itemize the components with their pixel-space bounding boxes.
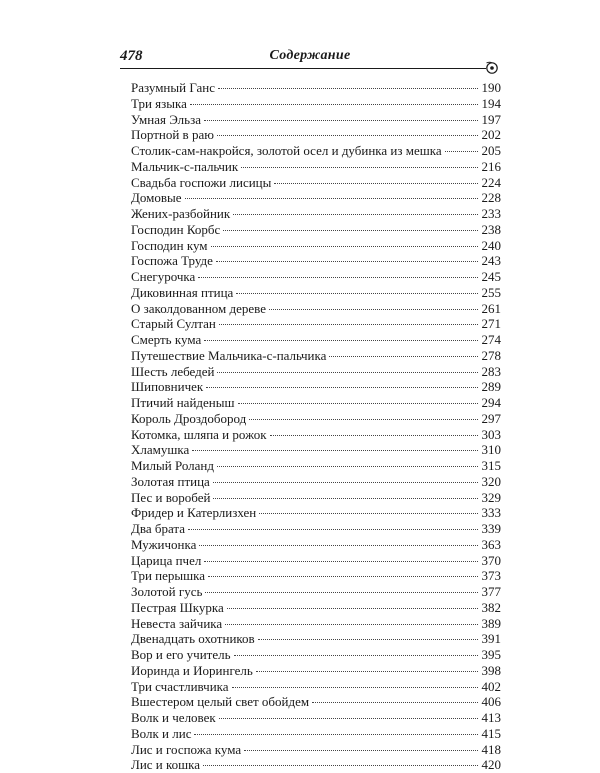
toc-entry-title: Три языка — [131, 95, 187, 111]
ornament-icon — [484, 60, 500, 76]
toc-entry-title: Диковинная птица — [131, 284, 234, 300]
dot-leader — [445, 151, 478, 152]
toc-entry-title: Иоринда и Иорингель — [131, 662, 253, 678]
toc-entry-title: Король Дроздобород — [131, 410, 247, 426]
toc-entry-title: Волк и лис — [131, 725, 192, 741]
toc-entry — [131, 458, 501, 474]
toc-entry — [131, 757, 501, 773]
toc-entry — [131, 679, 501, 695]
toc-entry — [131, 253, 501, 269]
dot-leader — [269, 309, 478, 310]
toc-entry-title: Мужичонка — [131, 536, 197, 552]
toc-entry — [131, 238, 501, 254]
toc-entry — [131, 537, 501, 553]
toc-entry-page: 382 — [481, 599, 501, 615]
toc-entry-page: 297 — [481, 410, 501, 426]
dot-leader — [203, 765, 477, 766]
toc-entry-page: 238 — [481, 221, 501, 237]
toc-entry-title: Шесть лебедей — [131, 363, 215, 379]
toc-entry-page: 315 — [481, 458, 501, 473]
toc-entry — [131, 80, 501, 96]
page-number: 478 — [120, 48, 143, 64]
toc-entry — [131, 332, 501, 348]
toc-entry — [131, 490, 501, 506]
toc-entry-title: Господин кум — [131, 237, 208, 253]
toc-entry-title: Домовые — [131, 190, 182, 206]
toc-entry-title: Милый Роланд — [131, 458, 215, 473]
toc-entry-title: Фридер и Катерлизхен — [131, 505, 257, 521]
toc-entry-title: Три счастливчика — [131, 678, 229, 694]
toc-entry — [131, 285, 501, 301]
dot-leader — [213, 498, 477, 499]
toc-entry-title: Свадьба госпожи лисицы — [131, 174, 272, 190]
dot-leader — [204, 120, 478, 121]
table-of-contents — [131, 80, 501, 773]
toc-entry — [131, 379, 501, 395]
toc-entry-page: 190 — [481, 80, 501, 95]
toc-entry — [131, 269, 501, 285]
toc-entry — [131, 395, 501, 411]
toc-entry-title: Золотой гусь — [131, 584, 203, 599]
toc-entry-title: Двенадцать охотников — [131, 631, 255, 647]
toc-entry — [131, 521, 501, 537]
toc-entry-page: 395 — [481, 647, 501, 662]
toc-entry — [131, 427, 501, 443]
toc-entry — [131, 159, 501, 175]
toc-entry — [131, 190, 501, 206]
toc-entry-title: Котомка, шляпа и рожок — [131, 426, 267, 442]
dot-leader — [188, 529, 477, 530]
toc-entry-title: Мальчик-с-пальчик — [131, 158, 239, 174]
toc-entry-page: 294 — [481, 395, 501, 410]
toc-entry-title: Птичий найденыш — [131, 395, 235, 410]
dot-leader — [233, 214, 477, 215]
toc-entry-title: Хламушка — [131, 442, 190, 458]
toc-entry — [131, 206, 501, 222]
dot-leader — [234, 655, 478, 656]
toc-entry — [131, 127, 501, 143]
toc-entry-title: Разумный Ганс — [131, 80, 216, 95]
toc-entry-page: 406 — [481, 694, 501, 710]
dot-leader — [211, 246, 478, 247]
toc-entry-page: 216 — [481, 158, 501, 174]
toc-entry-page: 370 — [481, 552, 501, 568]
dot-leader — [218, 88, 477, 89]
toc-entry — [131, 348, 501, 364]
toc-entry-title: Лис и госпожа кума — [131, 741, 242, 757]
toc-entry-page: 245 — [481, 269, 501, 284]
dot-leader — [225, 624, 477, 625]
dot-leader — [199, 545, 477, 546]
toc-entry-page: 278 — [481, 347, 501, 363]
toc-entry-page: 233 — [481, 206, 501, 221]
dot-leader — [217, 135, 478, 136]
dot-leader — [256, 671, 478, 672]
toc-entry-page: 320 — [481, 473, 501, 489]
toc-entry-page: 391 — [481, 631, 501, 647]
toc-entry-title: Шиповничек — [131, 379, 204, 395]
dot-leader — [274, 183, 477, 184]
dot-leader — [258, 639, 478, 640]
toc-entry — [131, 726, 501, 742]
toc-entry-title: Лис и кошка — [131, 757, 201, 773]
dot-leader — [232, 687, 478, 688]
toc-entry-page: 194 — [481, 95, 501, 111]
toc-entry-title: Снегурочка — [131, 269, 196, 284]
toc-entry — [131, 143, 501, 159]
toc-entry-page: 271 — [481, 316, 501, 332]
toc-entry — [131, 474, 501, 490]
toc-entry-title: Пестрая Шкурка — [131, 599, 224, 615]
toc-entry-page: 303 — [481, 426, 501, 442]
toc-entry — [131, 742, 501, 758]
dot-leader — [241, 167, 477, 168]
dot-leader — [270, 435, 478, 436]
toc-entry-title: Умная Эльза — [131, 111, 201, 127]
toc-entry-title: Царица пчел — [131, 552, 202, 568]
toc-entry-page: 240 — [481, 237, 501, 253]
dot-leader — [219, 324, 478, 325]
toc-entry-page: 261 — [481, 300, 501, 316]
toc-entry-page: 224 — [481, 174, 501, 190]
toc-entry — [131, 584, 501, 600]
toc-entry — [131, 222, 501, 238]
toc-entry-title: Старый Султан — [131, 316, 216, 332]
dot-leader — [217, 466, 477, 467]
toc-entry-page: 398 — [481, 662, 501, 678]
dot-leader — [204, 561, 477, 562]
running-title: Содержание — [269, 48, 351, 63]
toc-entry-title: Портной в раю — [131, 127, 214, 143]
dot-leader — [204, 340, 477, 341]
toc-entry — [131, 616, 501, 632]
toc-entry-title: Путешествие Мальчика-с-пальчика — [131, 347, 327, 363]
toc-entry-page: 274 — [481, 332, 501, 347]
toc-entry-title: Три перышка — [131, 568, 206, 584]
dot-leader — [217, 372, 477, 373]
toc-entry — [131, 364, 501, 380]
toc-entry-title: Вор и его учитель — [131, 647, 231, 662]
toc-entry — [131, 663, 501, 679]
toc-entry-title: Столик-сам-накройся, золотой осел и дубинка из мешка — [131, 143, 442, 158]
toc-entry-page: 339 — [481, 521, 501, 536]
dot-leader — [236, 293, 477, 294]
toc-entry — [131, 710, 501, 726]
toc-entry-page: 413 — [481, 710, 501, 725]
toc-entry-page: 420 — [481, 757, 501, 773]
toc-entry-page: 205 — [481, 143, 501, 158]
dot-leader — [206, 387, 477, 388]
toc-entry — [131, 631, 501, 647]
toc-entry-title: Жених-разбойник — [131, 206, 231, 221]
toc-entry-title: Господин Корбс — [131, 221, 221, 237]
dot-leader — [198, 277, 477, 278]
dot-leader — [312, 702, 477, 703]
toc-entry-page: 402 — [481, 678, 501, 694]
toc-entry — [131, 600, 501, 616]
dot-leader — [208, 576, 477, 577]
toc-entry-page: 310 — [481, 442, 501, 458]
dot-leader — [205, 592, 477, 593]
toc-entry-title: Волк и человек — [131, 710, 216, 725]
toc-entry-page: 243 — [481, 253, 501, 269]
dot-leader — [190, 104, 478, 105]
dot-leader — [185, 198, 478, 199]
toc-entry-page: 333 — [481, 505, 501, 521]
dot-leader — [259, 513, 477, 514]
toc-entry-title: Смерть кума — [131, 332, 202, 347]
toc-entry — [131, 694, 501, 710]
toc-entry-page: 289 — [481, 379, 501, 395]
toc-entry-page: 389 — [481, 615, 501, 631]
toc-entry — [131, 505, 501, 521]
dot-leader — [238, 403, 478, 404]
toc-entry-title: Невеста зайчика — [131, 615, 223, 631]
dot-leader — [223, 230, 477, 231]
header-rule — [120, 68, 486, 69]
toc-entry — [131, 647, 501, 663]
toc-entry — [131, 411, 501, 427]
toc-entry-page: 373 — [481, 568, 501, 584]
toc-entry-page: 255 — [481, 284, 501, 300]
toc-entry — [131, 568, 501, 584]
dot-leader — [219, 718, 478, 719]
toc-entry-page: 377 — [481, 584, 501, 599]
toc-entry-title: Золотая птица — [131, 473, 210, 489]
toc-entry-title: Два брата — [131, 521, 186, 536]
toc-entry — [131, 301, 501, 317]
toc-entry-page: 202 — [481, 127, 501, 143]
toc-entry-page: 363 — [481, 536, 501, 552]
dot-leader — [213, 482, 478, 483]
page-header — [120, 48, 500, 72]
toc-entry — [131, 316, 501, 332]
dot-leader — [249, 419, 477, 420]
toc-entry-title: Госпожа Труде — [131, 253, 213, 269]
toc-entry-page: 228 — [481, 190, 501, 206]
toc-entry-page: 415 — [481, 725, 501, 741]
toc-entry-page: 418 — [481, 741, 501, 757]
dot-leader — [194, 734, 477, 735]
dot-leader — [329, 356, 477, 357]
toc-entry-page: 197 — [481, 111, 501, 127]
dot-leader — [227, 608, 478, 609]
toc-entry-page: 329 — [481, 489, 501, 505]
toc-entry — [131, 175, 501, 191]
toc-entry — [131, 442, 501, 458]
toc-entry — [131, 112, 501, 128]
toc-entry-title: О заколдованном дереве — [131, 300, 266, 316]
dot-leader — [216, 261, 478, 262]
toc-entry-title: Пес и воробей — [131, 489, 211, 505]
toc-entry-page: 283 — [481, 363, 501, 379]
dot-leader — [192, 450, 477, 451]
toc-entry — [131, 553, 501, 569]
toc-entry — [131, 96, 501, 112]
toc-entry-title: Вшестером целый свет обойдем — [131, 694, 310, 710]
